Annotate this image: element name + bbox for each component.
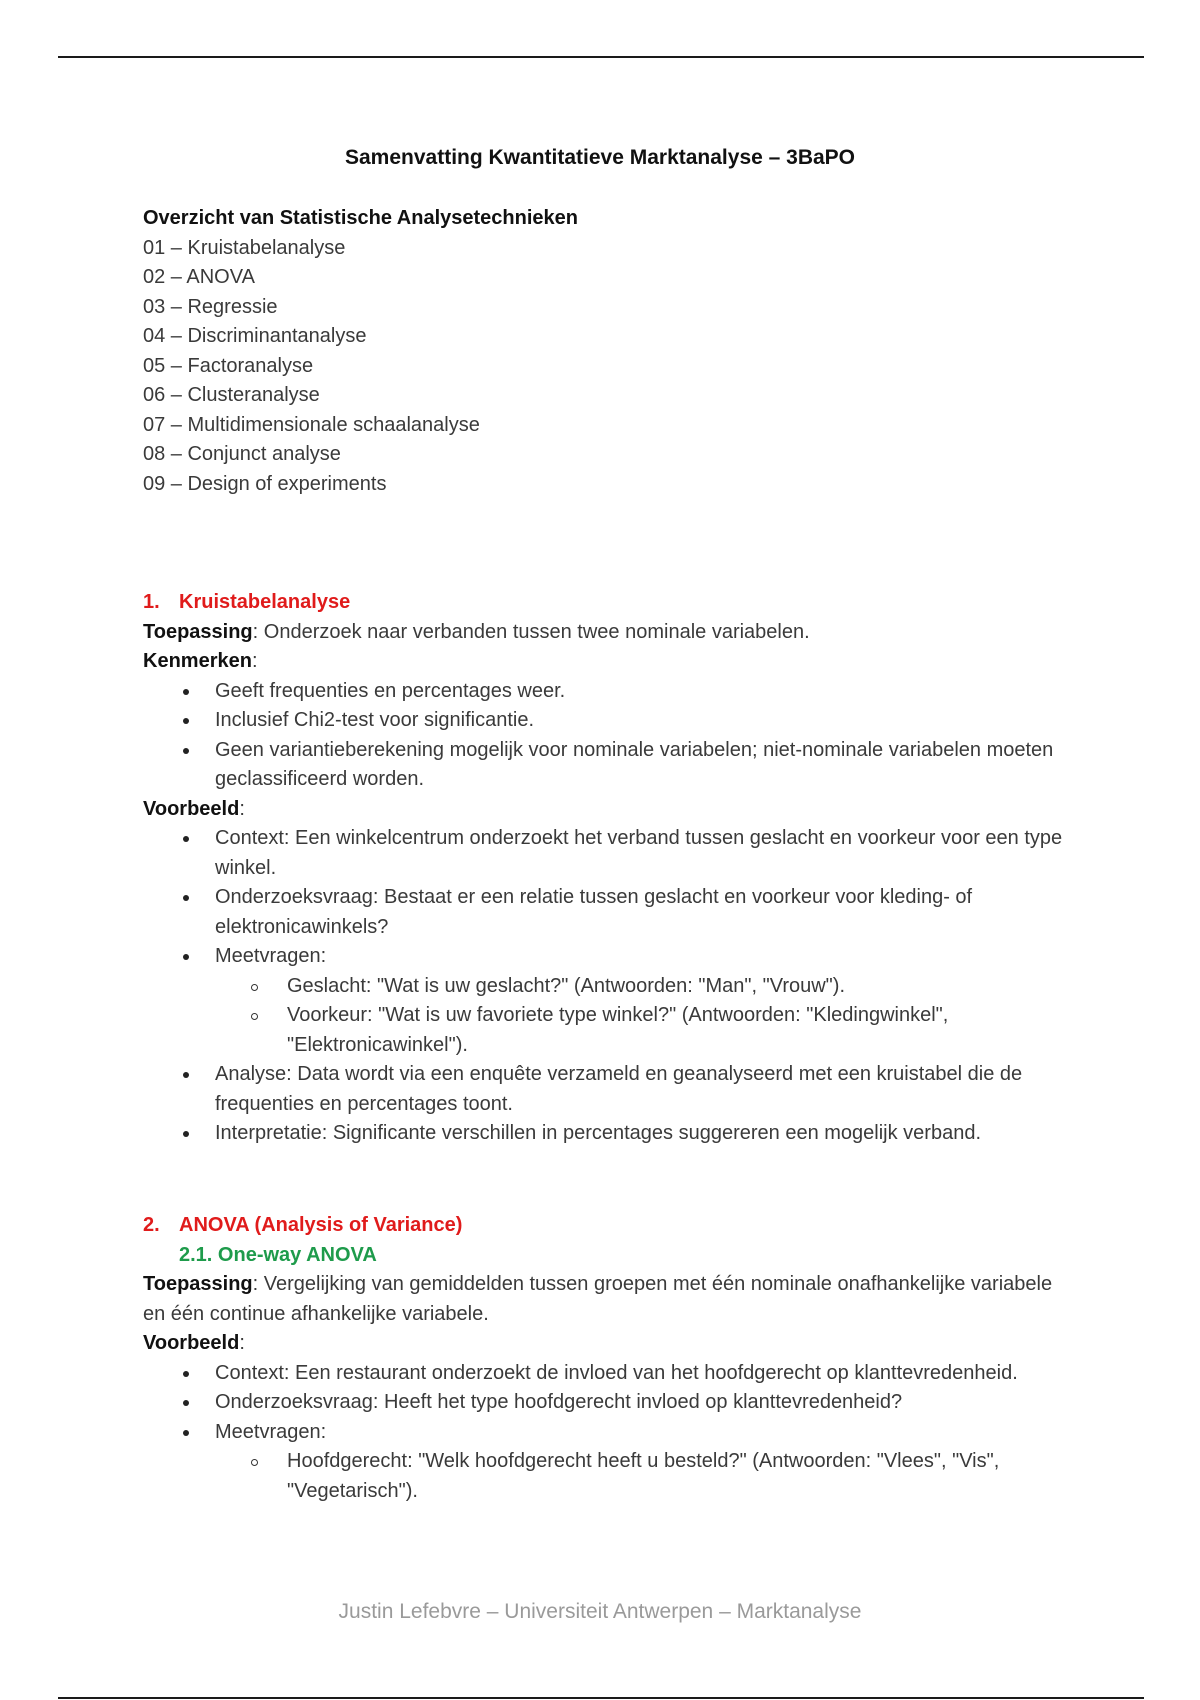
bottom-rule — [58, 1697, 1144, 1699]
meetvragen-list — [215, 972, 1063, 1061]
list-item — [143, 1418, 1063, 1507]
toepassing-text: : Onderzoek naar verbanden tussen twee nominale variabelen. — [252, 620, 810, 643]
list-item: 03 – Regressie — [143, 295, 278, 318]
list-item: Geslacht: "Wat is uw geslacht?" (Antwoorden: "Man", "Vrouw"). — [215, 972, 1063, 1002]
list-item: Geen variantieberekening mogelijk voor nominale variabelen; niet-nominale variabelen moeten geclassificeerd worden. — [143, 736, 1063, 795]
list-item: 07 – Multidimensionale schaalanalyse — [143, 413, 480, 436]
document-title: Samenvatting Kwantitatieve Marktanalyse – 3BaPO — [344, 146, 856, 169]
section-heading — [143, 1211, 1063, 1241]
top-rule — [58, 56, 1144, 58]
list-item: Voorkeur: "Wat is uw favoriete type winkel?" (Antwoorden: "Kledingwinkel", "Elektronicawinkel"). — [215, 1001, 1063, 1060]
toepassing-label: Toepassing — [143, 1273, 253, 1295]
colon: : — [251, 650, 258, 672]
list-item: Interpretatie: Significante verschillen in percentages suggereren een mogelijk verband. — [143, 1119, 1063, 1149]
voorbeeld-label: Voorbeeld — [143, 797, 240, 820]
section-title: Kruistabelanalyse — [179, 591, 351, 613]
kenmerken-list — [143, 677, 1063, 795]
list-item: 06 – Clusteranalyse — [143, 384, 320, 406]
list-item: 09 – Design of experiments — [143, 472, 387, 495]
voorbeeld-line — [143, 1329, 1063, 1359]
toepassing-label: Toepassing — [143, 620, 253, 643]
section-title: ANOVA (Analysis of Variance) — [179, 1214, 463, 1236]
overview-heading: Overzicht van Statistische Analysetechnieken — [143, 207, 578, 229]
list-item: Geeft frequenties en percentages weer. — [143, 677, 1063, 707]
toepassing-text: : Vergelijking van gemiddelden tussen groepen met één nominale onafhankelijke variabele en één continue afhankelijke variabele. — [143, 1273, 1053, 1325]
list-item: Context: Een winkelcentrum onderzoekt het verband tussen geslacht en voorkeur voor een type winkel. — [143, 824, 1063, 883]
list-item: Hoofdgerecht: "Welk hoofdgerecht heeft u besteld?" (Antwoorden: "Vlees", "Vis", "Vegetarisch"). — [215, 1447, 1063, 1506]
list-item: Context: Een restaurant onderzoekt de invloed van het hoofdgerecht op klanttevredenheid. — [143, 1359, 1063, 1389]
kenmerken-line — [143, 647, 1063, 677]
list-item: 08 – Conjunct analyse — [143, 443, 341, 465]
toepassing-line — [143, 1270, 1063, 1329]
page-footer: Justin Lefebvre – Universiteit Antwerpen – Marktanalyse — [338, 1600, 862, 1623]
colon: : — [239, 1332, 245, 1354]
meetvragen-label: Meetvragen: — [215, 945, 327, 967]
list-item: Onderzoeksvraag: Heeft het type hoofdgerecht invloed op klanttevredenheid? — [143, 1388, 1063, 1418]
section-heading — [143, 588, 1063, 618]
section-kruistabelanalyse — [143, 588, 1063, 1149]
voorbeeld-list — [143, 1359, 1063, 1507]
meetvragen-label: Meetvragen: — [215, 1420, 327, 1443]
section-anova — [143, 1211, 1063, 1506]
list-item: Analyse: Data wordt via een enquête verzameld en geanalyseerd met een kruistabel die de frequenties en percentages toont. — [143, 1060, 1063, 1119]
voorbeeld-line — [143, 795, 1063, 825]
colon: : — [239, 797, 245, 820]
section-number: 2. — [143, 1214, 160, 1236]
kenmerken-label: Kenmerken — [143, 650, 252, 672]
list-item: 02 – ANOVA — [143, 266, 255, 288]
list-item: 05 – Factoranalyse — [143, 354, 314, 377]
overview-list — [143, 234, 1063, 500]
list-item: Onderzoeksvraag: Bestaat er een relatie tussen geslacht en voorkeur voor kleding- of elektronicawinkels? — [143, 883, 1063, 942]
toepassing-line — [143, 618, 1063, 648]
section-number: 1. — [143, 591, 160, 613]
list-item: 01 – Kruistabelanalyse — [143, 236, 346, 259]
list-item: 04 – Discriminantanalyse — [143, 325, 367, 347]
overview-block — [143, 204, 1063, 499]
meetvragen-list — [215, 1447, 1063, 1506]
voorbeeld-label: Voorbeeld — [143, 1332, 240, 1354]
list-item — [143, 942, 1063, 1060]
subsection-heading: 2.1. One-way ANOVA — [179, 1243, 377, 1266]
voorbeeld-list — [143, 824, 1063, 1149]
list-item: Inclusief Chi2-test voor significantie. — [143, 706, 1063, 736]
